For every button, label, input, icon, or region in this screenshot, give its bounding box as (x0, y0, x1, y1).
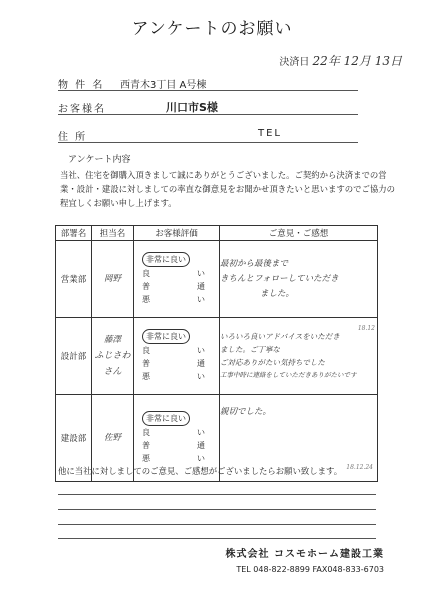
comment-line: ました。ご丁寧な (220, 345, 280, 354)
option-average[interactable]: 普 (142, 282, 150, 291)
option-bad[interactable]: 悪 (142, 295, 150, 304)
company-contact: TEL 048-822-8899 FAX048-833-6703 (236, 565, 384, 574)
header-dept: 部署名 (56, 226, 92, 241)
address-label: 住 所 (58, 132, 88, 143)
option-bad[interactable]: 悪 (142, 372, 150, 381)
received-stamp: 18.12 (357, 325, 375, 332)
staff-design (92, 318, 134, 395)
customer-label: お客様名 (58, 104, 106, 115)
write-line[interactable] (58, 494, 376, 495)
comment-design (220, 318, 378, 395)
date-value: 22年 12月 13日 (312, 54, 402, 68)
comment-line: きちんとフォローしていただき (220, 273, 339, 284)
option-bad-suffix: い (197, 372, 205, 381)
option-bad[interactable]: 悪 (142, 454, 150, 463)
footer-question: 他に当社に対しましてのご意見、ご感想がございましたらお願い致します。 (58, 466, 343, 476)
section-title: アンケート内容 (68, 155, 131, 165)
staff-design-name: 藤澤 (103, 335, 121, 345)
option-good-suffix: い (197, 346, 205, 355)
option-good[interactable]: 良 (142, 346, 150, 355)
option-bad-suffix: い (197, 454, 205, 463)
option-good[interactable]: 良 (142, 428, 150, 437)
received-stamp: 18.12.24 (346, 464, 373, 471)
option-bad-suffix: い (197, 295, 205, 304)
staff-construction: 佐野 (92, 395, 134, 482)
write-line[interactable] (58, 538, 376, 539)
staff-design-honorific: さん (103, 367, 122, 377)
option-average[interactable]: 普 (142, 359, 150, 368)
property-label: 物 件 名 (58, 80, 105, 91)
property-value: 西青木3丁目 A号棟 (120, 80, 207, 91)
write-line[interactable] (58, 509, 376, 510)
option-average-suffix: 通 (197, 282, 205, 291)
dept-design: 設計部 (56, 318, 92, 395)
comment-line: 最初から最後まで (220, 258, 289, 269)
header-comment: ご意見・ご感想 (220, 226, 378, 241)
comment-sales (220, 241, 378, 318)
evaluation-sales (134, 241, 220, 318)
survey-table (55, 225, 378, 482)
settlement-date (279, 52, 402, 69)
option-good-suffix: い (197, 269, 205, 278)
option-average[interactable]: 普 (142, 441, 150, 450)
comment-line: 親切でした。 (220, 407, 272, 417)
option-excellent[interactable]: 非常に良い (142, 252, 190, 267)
company-name: 株式会社 コスモホーム建設工業 (225, 549, 384, 560)
customer-value: 川口市S様 (166, 101, 218, 114)
comment-line: いろいろ良いアドバイスをいただき (220, 332, 340, 341)
write-line[interactable] (58, 524, 376, 525)
evaluation-design (134, 318, 220, 395)
address-row (58, 128, 358, 143)
comment-line: 工事中時に連絡をしていただきありがたいです (220, 371, 357, 379)
table-row (56, 241, 378, 318)
option-average-suffix: 通 (197, 359, 205, 368)
header-evaluation: お客様評価 (134, 226, 220, 241)
notice-text: 当社、住宅を御購入頂きまして誠にありがとうございました。ご契約から決済までの営業・設計・建設に対しましての率直な御意見をお聞かせ頂きたいと思いますのでご協力の程宜しくお願い申し上げます。 (60, 170, 395, 208)
comment-line: ました。 (260, 288, 295, 299)
tel-label: TEL (258, 128, 282, 139)
staff-sales: 岡野 (92, 241, 134, 318)
option-good-suffix: い (197, 428, 205, 437)
header-staff: 担当名 (92, 226, 134, 241)
page-title: アンケートのお願い (131, 19, 293, 39)
dept-construction: 建設部 (56, 395, 92, 482)
comment-line: ご対応ありがたい気持ちでした (220, 358, 325, 367)
property-row (58, 76, 358, 91)
option-good[interactable]: 良 (142, 269, 150, 278)
option-excellent[interactable]: 非常に良い (142, 411, 190, 426)
option-excellent[interactable]: 非常に良い (142, 329, 190, 344)
staff-design-kana: ふじさわ (94, 351, 131, 361)
table-row (56, 318, 378, 395)
table-header-row (56, 226, 378, 241)
dept-sales: 営業部 (56, 241, 92, 318)
date-label: 決済日 (279, 57, 310, 68)
option-average-suffix: 通 (197, 441, 205, 450)
customer-row (58, 100, 358, 115)
